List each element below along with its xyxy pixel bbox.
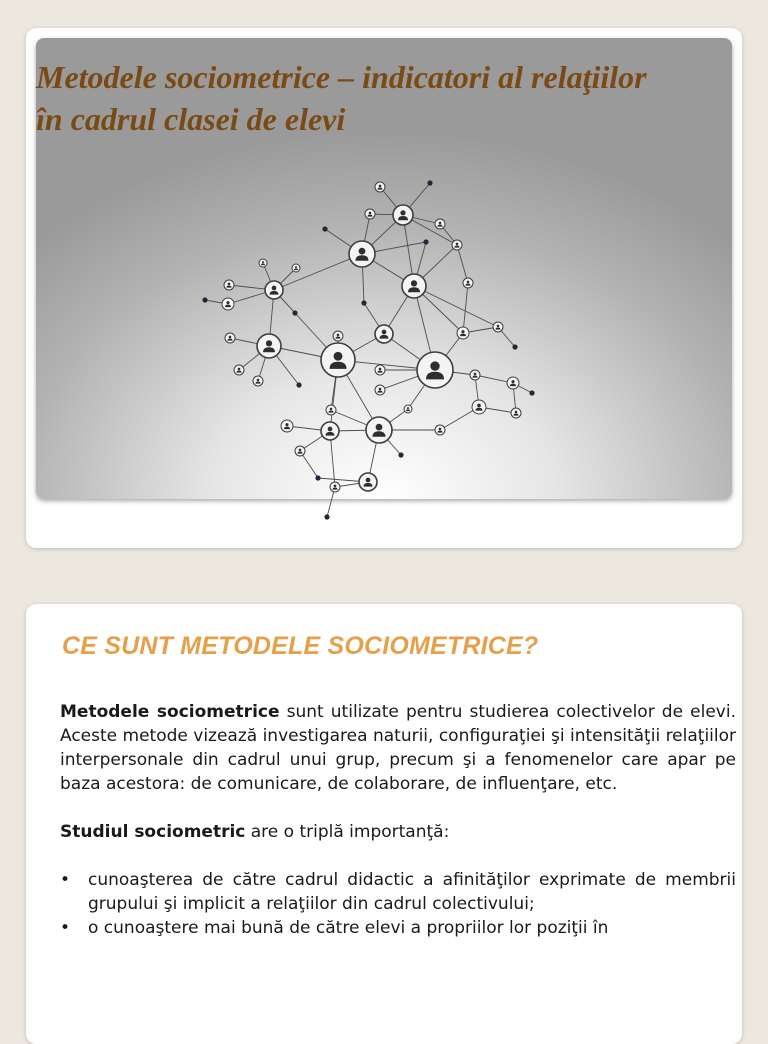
list-item: • o cunoaştere mai bună de către elevi a propriilor lor poziţii în <box>60 916 736 940</box>
network-link <box>457 245 468 283</box>
person-icon <box>375 365 385 375</box>
network-dot <box>423 239 428 244</box>
person-icon <box>259 259 267 267</box>
person-icon <box>452 240 462 250</box>
person-icon <box>265 281 283 299</box>
section-heading: CE SUNT METODELE SOCIOMETRICE? <box>62 632 539 660</box>
network-link <box>414 286 498 327</box>
network-dot <box>427 180 432 185</box>
importance-text: are o triplă importanţă: <box>245 822 450 842</box>
person-icon <box>472 400 486 414</box>
person-icon <box>375 385 385 395</box>
person-icon <box>349 241 375 267</box>
person-icon <box>257 334 281 358</box>
person-icon <box>393 205 413 225</box>
person-icon <box>493 322 503 332</box>
term-studiul: Studiul sociometric <box>60 822 246 842</box>
person-icon <box>404 405 412 413</box>
paragraph-importance <box>60 820 736 844</box>
person-icon <box>435 219 445 229</box>
network-dot <box>292 310 297 315</box>
person-icon <box>234 365 244 375</box>
person-icon <box>402 274 426 298</box>
person-icon <box>375 325 393 343</box>
person-icon <box>507 377 519 389</box>
person-icon <box>281 420 293 432</box>
person-icon <box>225 333 235 343</box>
person-icon <box>295 446 305 456</box>
list-item: • cunoaşterea de către cadrul didactic a afinităţilor exprimate de membrii grupului şi implicit a relaţiilor din cadrul colectivului; <box>60 868 736 916</box>
person-icon <box>253 376 263 386</box>
person-icon <box>321 343 355 377</box>
network-dot <box>324 514 329 519</box>
person-icon <box>333 331 343 341</box>
network-dot <box>315 475 320 480</box>
person-icon <box>435 425 445 435</box>
network-link <box>274 254 362 290</box>
person-icon <box>222 298 234 310</box>
person-icon <box>463 278 473 288</box>
person-icon <box>511 408 521 418</box>
person-icon <box>330 482 340 492</box>
term-metodele: Metodele sociometrice <box>60 702 280 722</box>
person-icon <box>417 352 453 388</box>
network-dot <box>529 390 534 395</box>
person-icon <box>292 264 300 272</box>
definition-text: sunt utilizate pentru studierea colectivelor de elevi. Aceste metode vizează investigarea naturii, configuraţiei şi intensităţii relaţiilor interpersonale din cadrul unui grup, precum şi a fenomenelor care apar pe baza acestora: de comunicare, de colaborare, de influenţare, etc. <box>60 702 737 794</box>
network-dot <box>296 382 301 387</box>
person-icon <box>470 370 480 380</box>
network-dot <box>322 226 327 231</box>
person-icon <box>326 405 336 415</box>
network-dot <box>202 297 207 302</box>
person-icon <box>365 209 375 219</box>
person-icon <box>359 473 377 491</box>
person-icon <box>321 422 339 440</box>
slide-content <box>26 604 742 1044</box>
importance-list <box>60 868 736 940</box>
network-dot <box>398 452 403 457</box>
person-icon <box>224 280 234 290</box>
person-icon <box>366 417 392 443</box>
network-link <box>463 283 468 333</box>
network-dot <box>361 300 366 305</box>
network-dot <box>512 344 517 349</box>
person-icon <box>375 182 385 192</box>
slide-body <box>60 700 736 940</box>
slide-title-text: Metodele sociometrice – indicatori al relaţiilor în cadrul clasei de elevi <box>36 59 647 137</box>
person-icon <box>457 327 469 339</box>
slide-title <box>26 28 742 548</box>
paragraph-definition <box>60 700 736 796</box>
